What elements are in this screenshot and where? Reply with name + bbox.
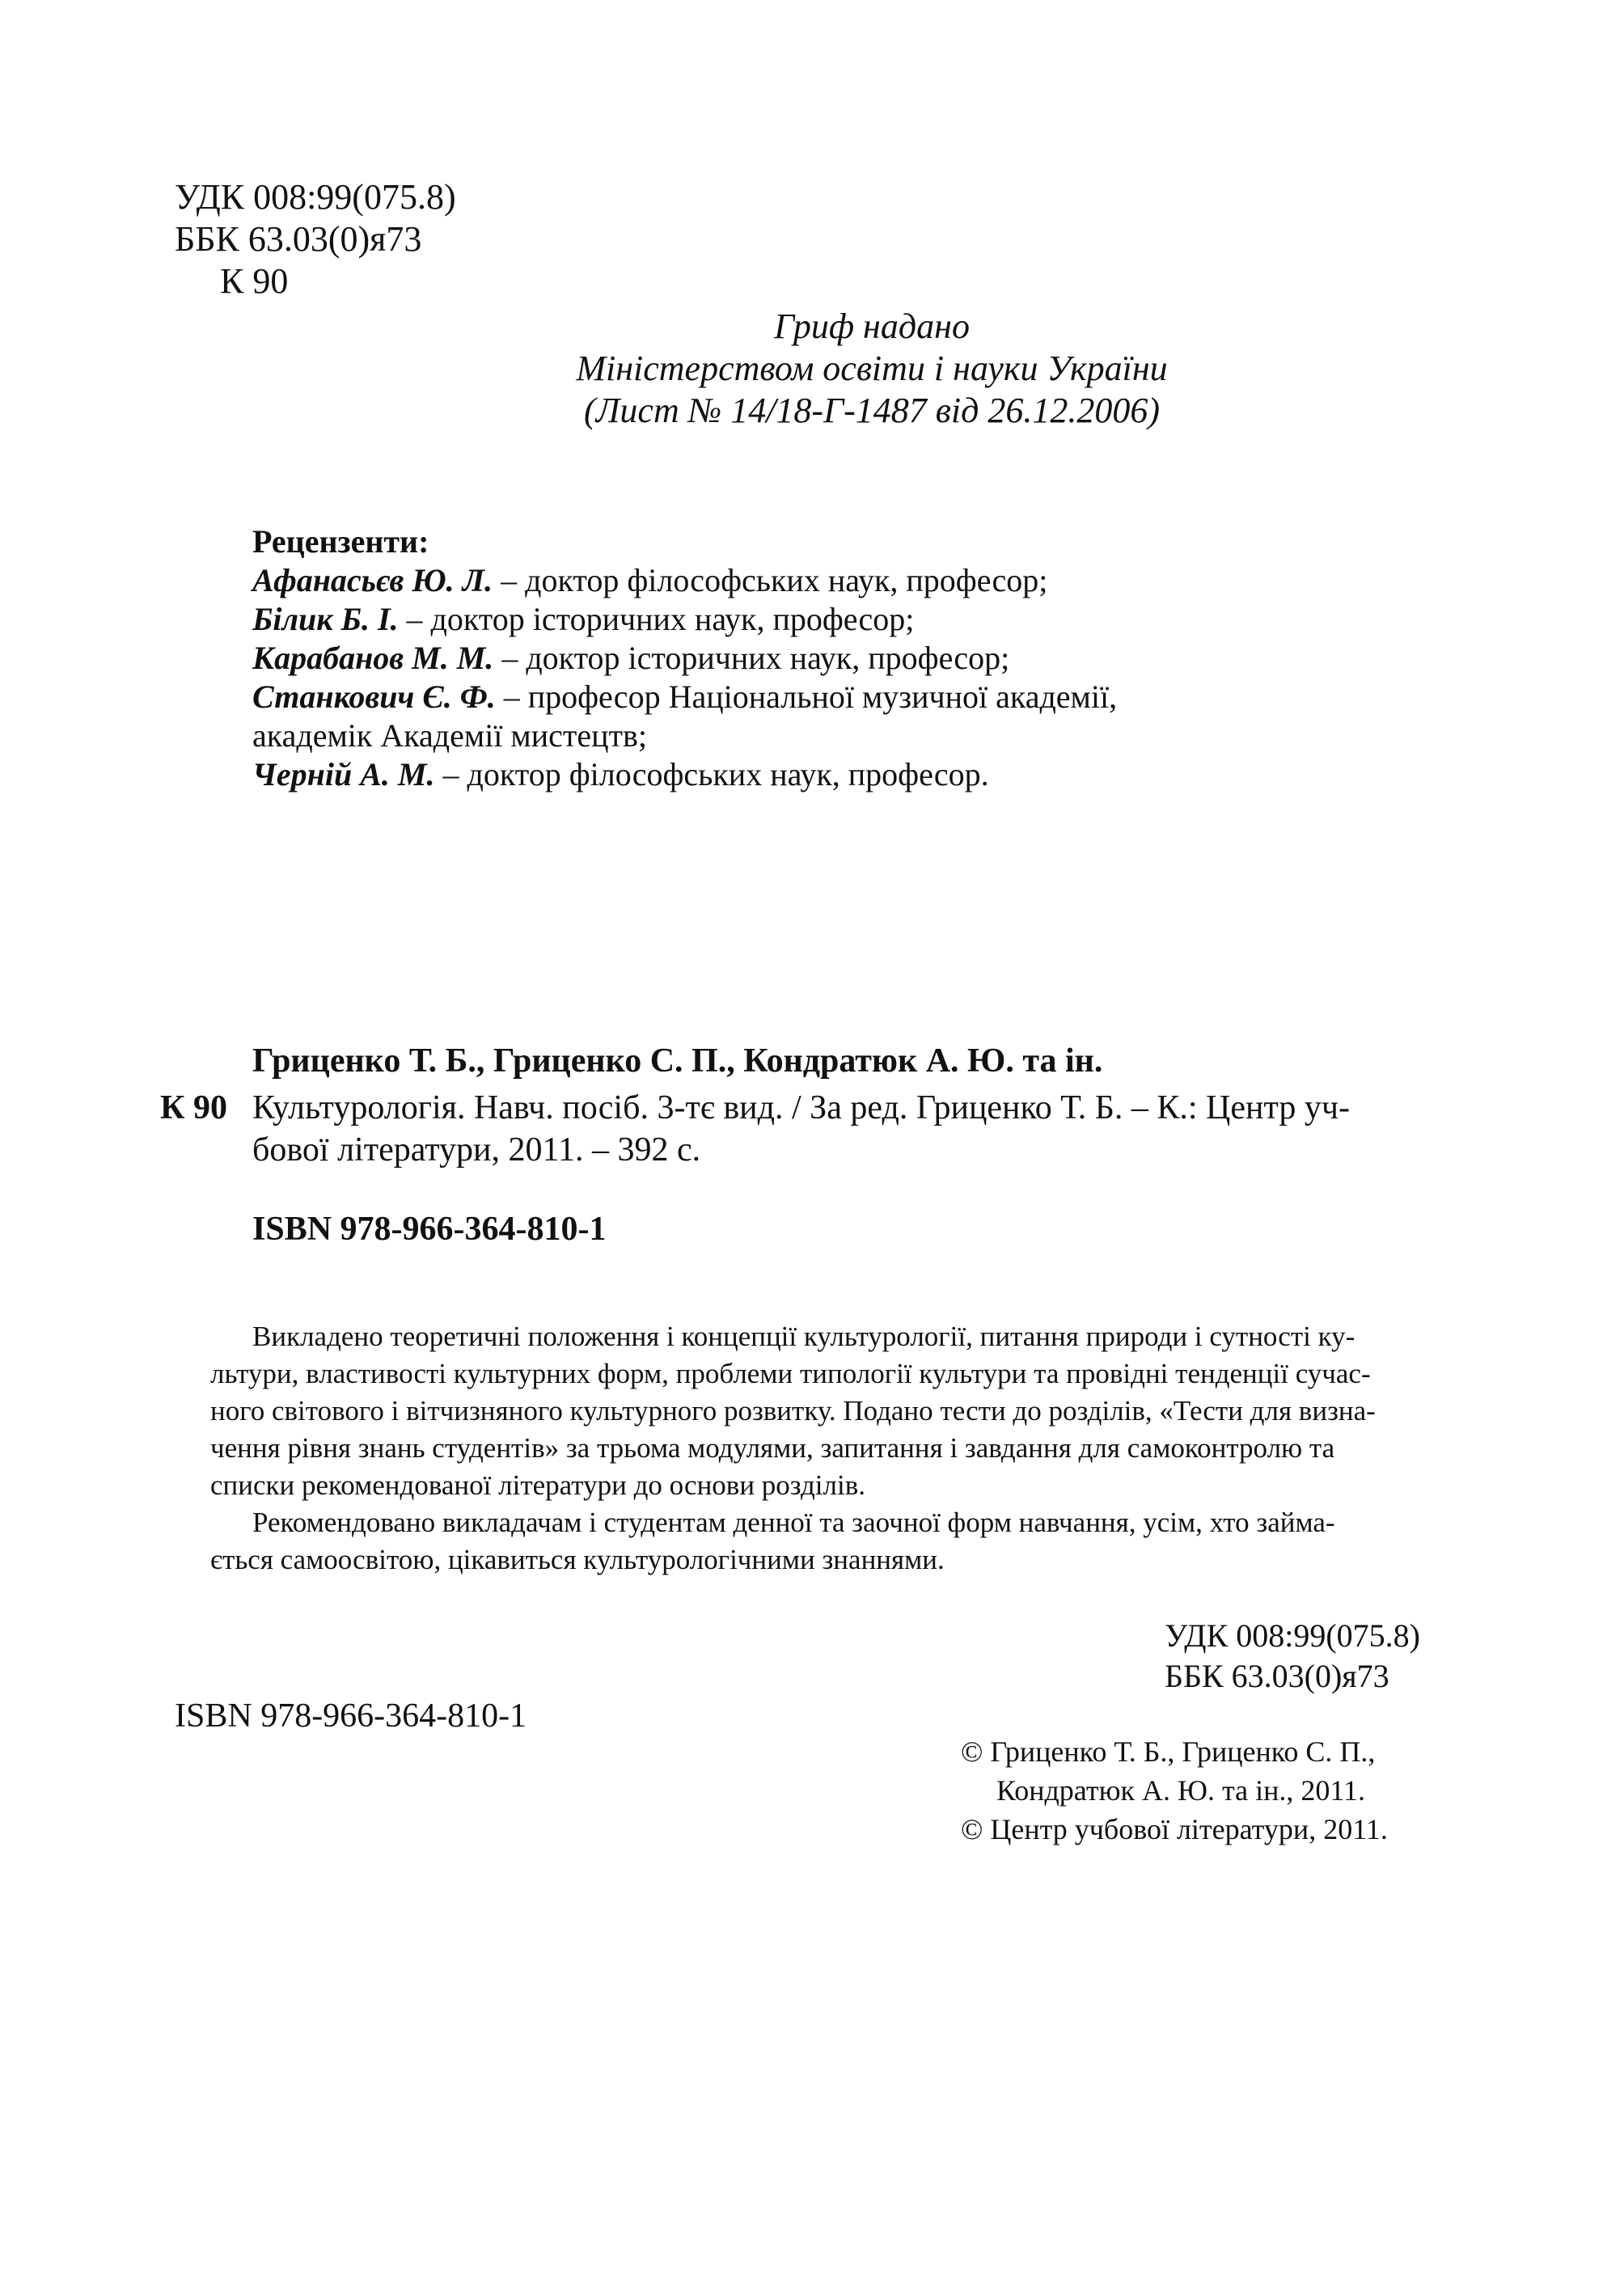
- copyright-line-2: Кондратюк А. Ю. та ін., 2011.: [996, 1774, 1366, 1807]
- reviewer-item: [252, 755, 1117, 794]
- grif-line-1: Гриф надано: [774, 306, 970, 346]
- reviewer-name: Черній А. М.: [252, 756, 435, 793]
- annotation-line: чення рівня знань студентів» за трьома модулями, запитання і завдання для самоконтролю та: [210, 1432, 1335, 1464]
- udk-code: УДК 008:99(075.8): [175, 177, 456, 217]
- annotation-line: Рекомендовано викладачам і студентам денної та заочної форм навчання, усім, хто займа-: [252, 1507, 1335, 1538]
- bib-isbn: ISBN 978-966-364-810-1: [252, 1211, 607, 1248]
- annotation-line: льтури, властивості культурних форм, проблеми типології культури та провідні тенденції сучас-: [210, 1358, 1371, 1389]
- bib-authors: Гриценко Т. Б., Гриценко С. П., Кондратюк А. Ю. та ін.: [252, 1042, 1103, 1080]
- reviewer-desc: – доктор історичних наук, професор;: [493, 640, 1010, 676]
- reviewer-name: Білик Б. І.: [252, 601, 399, 637]
- annotation-line: Викладено теоретичні положення і концепції культурології, питання природи і сутності ку-: [252, 1321, 1355, 1352]
- grif-block: [0, 306, 1624, 432]
- reviewer-desc: – доктор філософських наук, професор.: [434, 756, 989, 793]
- reviewer-item: [252, 639, 1117, 678]
- annotation-line: ного світового і вітчизняного культурного розвитку. Подано тести до розділів, «Тести для визна-: [210, 1395, 1376, 1427]
- reviewer-name: Карабанов М. М.: [252, 640, 494, 676]
- reviewers-heading: Рецензенти:: [252, 523, 429, 560]
- reviewer-desc: – доктор історичних наук, професор;: [398, 601, 915, 637]
- copyright-line-1: © Гриценко Т. Б., Гриценко С. П.,: [961, 1735, 1376, 1768]
- bbk-code-bottom: ББК 63.03(0)я73: [1165, 1658, 1389, 1694]
- reviewer-desc: – професор Національної музичної академії,: [495, 678, 1118, 715]
- author-mark: К 90: [220, 261, 289, 301]
- annotation-paragraph-1: [210, 1318, 1456, 1504]
- classification-bottom: [1165, 1616, 1420, 1697]
- reviewer-item: [252, 678, 1117, 716]
- grif-line-3: (Лист № 14/18-Г-1487 від 26.12.2006): [583, 391, 1161, 430]
- isbn-bottom: ISBN 978-966-364-810-1: [175, 1697, 527, 1735]
- copyright-block: [961, 1732, 1388, 1849]
- copyright-line-3: © Центр учбової літератури, 2011.: [961, 1813, 1388, 1845]
- reviewer-desc: академік Академії мистецтв;: [252, 717, 648, 754]
- annotation-line: ється самоосвітою, цікавиться культурологічними знаннями.: [210, 1544, 945, 1575]
- bbk-code: ББК 63.03(0)я73: [175, 219, 422, 259]
- bib-author-mark: К 90: [160, 1089, 227, 1126]
- annotation-paragraph-2: [210, 1504, 1456, 1579]
- reviewer-name: Афанасьєв Ю. Л.: [252, 562, 493, 598]
- reviewers-block: [252, 522, 1117, 794]
- annotation-line: списки рекомендованої літератури до основи розділів.: [210, 1469, 865, 1501]
- classification-top: [175, 176, 456, 302]
- reviewer-desc: – доктор філософських наук, професор;: [493, 562, 1048, 598]
- grif-line-2: Міністерством освіти і науки України: [576, 349, 1168, 388]
- reviewer-item: [252, 600, 1117, 639]
- reviewer-name: Станкович Є. Ф.: [252, 678, 496, 715]
- bib-title-line-1: Культурологія. Навч. посіб. 3-тє вид. / За ред. Гриценко Т. Б. – К.: Центр уч-: [252, 1089, 1350, 1126]
- annotation: [210, 1318, 1456, 1579]
- reviewer-item: [252, 716, 1117, 755]
- udk-code-bottom: УДК 008:99(075.8): [1165, 1617, 1420, 1654]
- bib-title-line-2: бової літератури, 2011. – 392 с.: [252, 1131, 701, 1169]
- reviewer-item: [252, 561, 1117, 600]
